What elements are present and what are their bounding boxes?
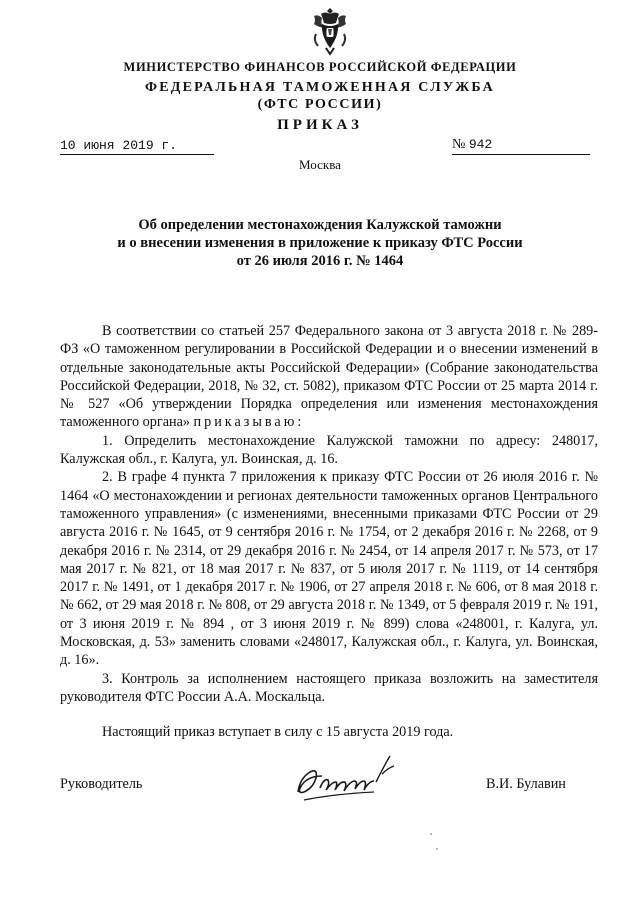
title-line: и о внесении изменения в приложение к приказу ФТС России xyxy=(117,235,523,251)
document-type: ПРИКАЗ xyxy=(277,117,363,133)
signatory-name: В.И. Булавин xyxy=(486,776,566,792)
order-date: 10 июня 2019 г. xyxy=(60,138,214,155)
order-number xyxy=(452,137,590,155)
item-2: 2. В графе 4 пункта 7 приложения к приказу ФТС России от 26 июля 2016 г. № 1464 «О местонахождении и регионах деятельности таможенных органов Центрального таможенного управления» (с изменениями, внесенными приказами ФТС России от 29 августа 2016 г. № 1645, от 9 сентября 2016 г. № 1754, от 2 декабря 2016 г. № 2268, от 9 декабря 2016 г. № 2314, от 29 декабря 2016 г. № 2454, от 14 апреля 2017 г. № 573, от 17 мая 2017 г. № 821, от 18 мая 2017 г. № 837, от 5 июля 2017 г. № 1119, от 14 сентября 2017 г. № 1491, от 1 декабря 2017 г. № 1906, от 27 апреля 2018 г. № 606, от 8 мая 2018 г. № 662, от 29 мая 2018 г. № 808, от 29 августа 2018 г. № 1349, от 5 февраля 2019 г. № 191, от 3 июня 2019 г. № 894 , от 3 июня 2019 г. № 899) слова «248001, г. Калуга, ул. Московская, д. 53» заменить словами «248017, Калужская обл., г. Калуга, ул. Воинская, д. 16». xyxy=(60,469,598,669)
signatory-role: Руководитель xyxy=(60,776,143,792)
city: Москва xyxy=(299,157,341,172)
number-sign: № xyxy=(452,137,466,152)
preamble-text: В соответствии со статьей 257 Федерального закона от 3 августа 2018 г. № 289-ФЗ «О таможенном регулировании в Российской Федерации и о внесении изменений в отдельные законодательные акты Российской Федерации» (Собрание законодательства Российской Федерации, 2018, № 32, ст. 5082), приказом ФТС России от 25 марта 2014 г. № 527 «Об утверждении Порядка определения или изменения местонахождения таможенного органа» xyxy=(60,323,598,431)
document-title xyxy=(90,216,550,270)
preamble-paragraph xyxy=(60,322,598,432)
item-3: 3. Контроль за исполнением настоящего приказа возложить на заместителя руководителя ФТС России А.А. Москальца. xyxy=(60,670,598,705)
handwritten-signature xyxy=(290,752,408,808)
coat-of-arms-icon xyxy=(308,6,352,56)
scan-speck xyxy=(436,848,438,850)
item-1: 1. Определить местонахождение Калужской таможни по адресу: 248017, Калужская обл., г. Калуга, ул. Воинская, д. 16. xyxy=(60,432,598,468)
scan-speck xyxy=(430,833,432,835)
title-line: Об определении местонахождения Калужской таможни xyxy=(138,217,502,233)
number-value: 942 xyxy=(468,137,493,152)
title-line: от 26 июля 2016 г. № 1464 xyxy=(236,253,404,269)
service-name: ФЕДЕРАЛЬНАЯ ТАМОЖЕННАЯ СЛУЖБА xyxy=(145,80,495,95)
ministry-name: МИНИСТЕРСТВО ФИНАНСОВ РОССИЙСКОЙ ФЕДЕРАЦИИ xyxy=(123,60,517,74)
order-word: приказываю: xyxy=(193,414,305,431)
effective-date-paragraph: Настоящий приказ вступает в силу с 15 августа 2019 года. xyxy=(102,724,454,741)
document-body xyxy=(60,322,598,742)
service-abbreviation: (ФТС РОССИИ) xyxy=(257,97,383,112)
